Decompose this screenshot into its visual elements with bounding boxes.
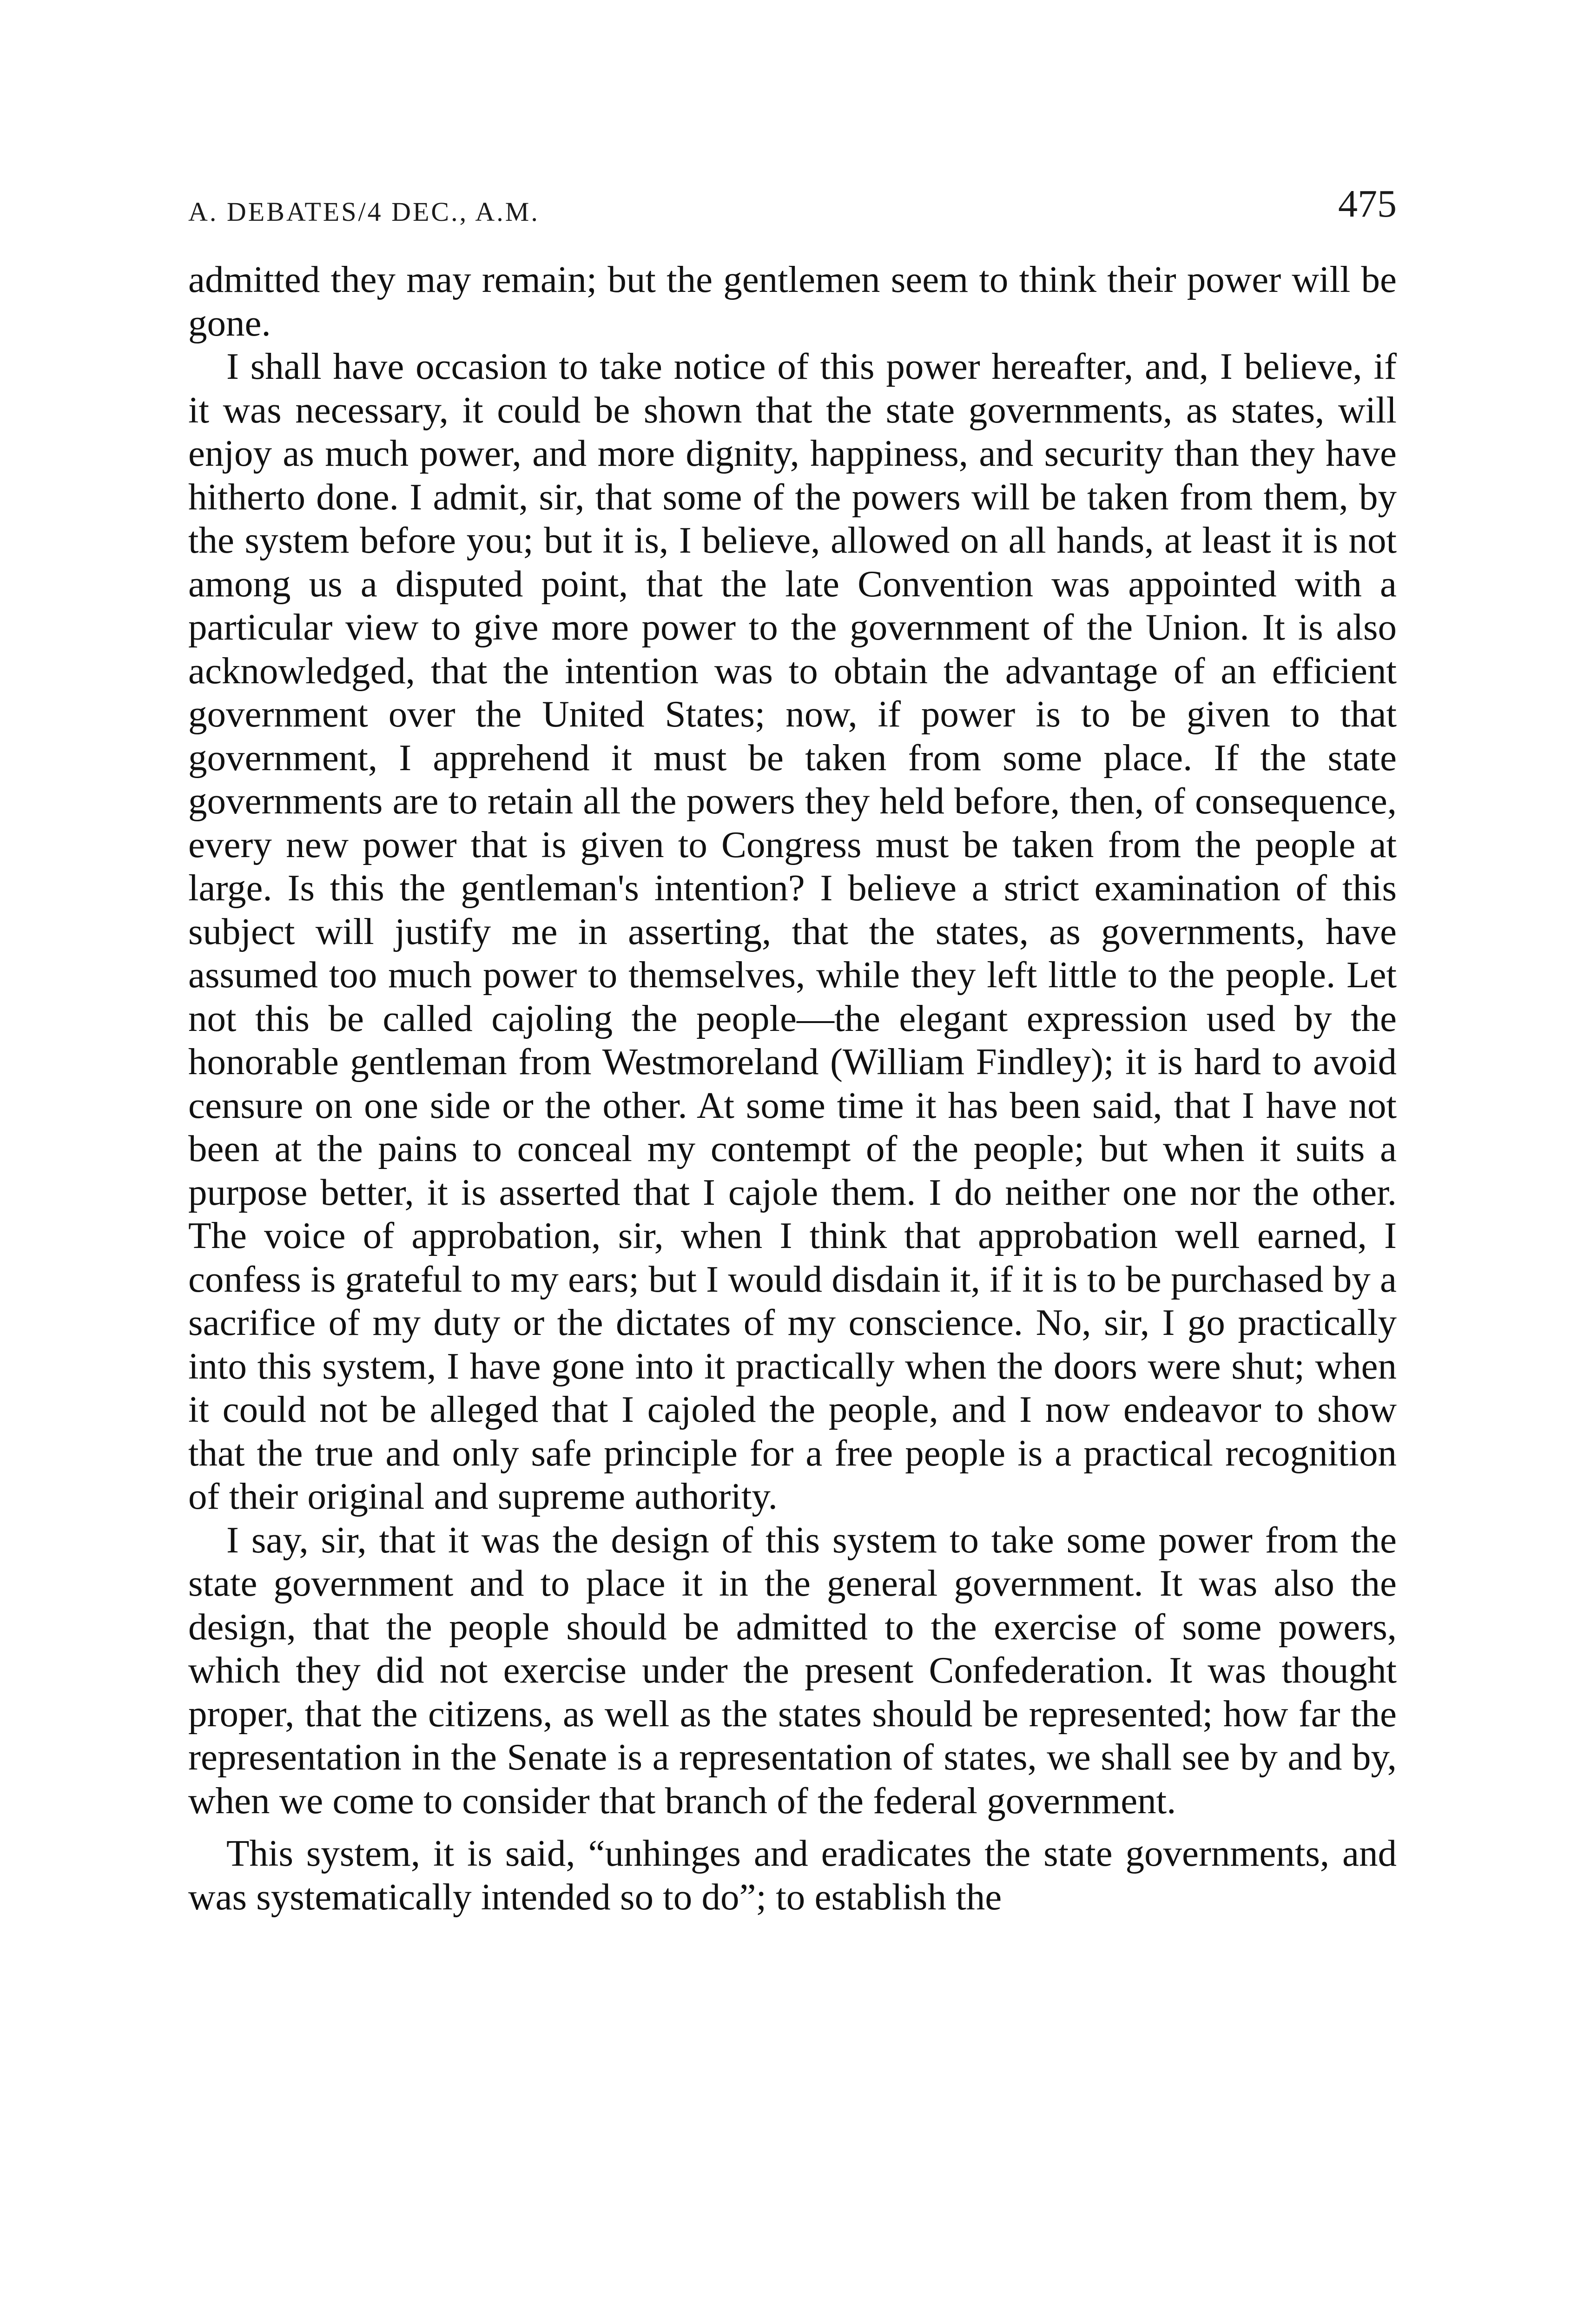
running-head [188, 177, 1397, 232]
paragraph: This system, it is said, “unhinges and eradicates the state governments, and was systematically intended so to do”; to establish the [188, 1832, 1397, 1918]
paragraph-continued: admitted they may remain; but the gentlemen seem to think their power will be gone. [188, 258, 1397, 344]
body-text [188, 258, 1397, 1919]
page-number: 475 [1338, 182, 1397, 225]
paragraph: I say, sir, that it was the design of this system to take some power from the state government and to place it in the general government. It was also the design, that the people should be admitted to the exercise of some powers, which they did not exercise under the present Confederation. It was thought proper, that the citizens, as well as the states should be represented; how far the representation in the Senate is a representation of states, we shall see by and by, when we come to consider that branch of the federal government. [188, 1519, 1397, 1822]
paragraph: I shall have occasion to take notice of this power hereafter, and, I believe, if it was necessary, it could be shown that the state governments, as states, will enjoy as much power, and more dignity, happiness, and security than they have hitherto done. I admit, sir, that some of the powers will be taken from them, by the system before you; but it is, I believe, allowed on all hands, at least it is not among us a disputed point, that the late Convention was appointed with a particular view to give more power to the government of the Union. It is also acknowledged, that the intention was to obtain the advantage of an efficient government over the United States; now, if power is to be given to that government, I apprehend it must be taken from some place. If the state governments are to retain all the powers they held before, then, of consequence, every new power that is given to Congress must be taken from the people at large. Is this the gentleman's intention? I believe a strict examination of this subject will justify me in asserting, that the states, as governments, have assumed too much power to themselves, while they left little to the people. Let not this be called cajoling the people—the elegant expression used by the honorable gentleman from Westmoreland (William Findley); it is hard to avoid censure on one side or the other. At some time it has been said, that I have not been at the pains to conceal my contempt of the people; but when it suits a purpose better, it is asserted that I cajole them. I do neither one nor the other. The voice of approbation, sir, when I think that approbation well earned, I confess is grateful to my ears; but I would disdain it, if it is to be purchased by a sacrifice of my duty or the dictates of my conscience. No, sir, I go practically into this system, I have gone into it practically when the doors were shut; when it could not be alleged that I cajoled the people, and I now endeavor to show that the true and only safe principle for a free people is a practical recognition of their original and supreme authority. [188, 345, 1397, 1517]
section-title: A. DEBATES/4 DEC., A.M. [188, 197, 540, 227]
